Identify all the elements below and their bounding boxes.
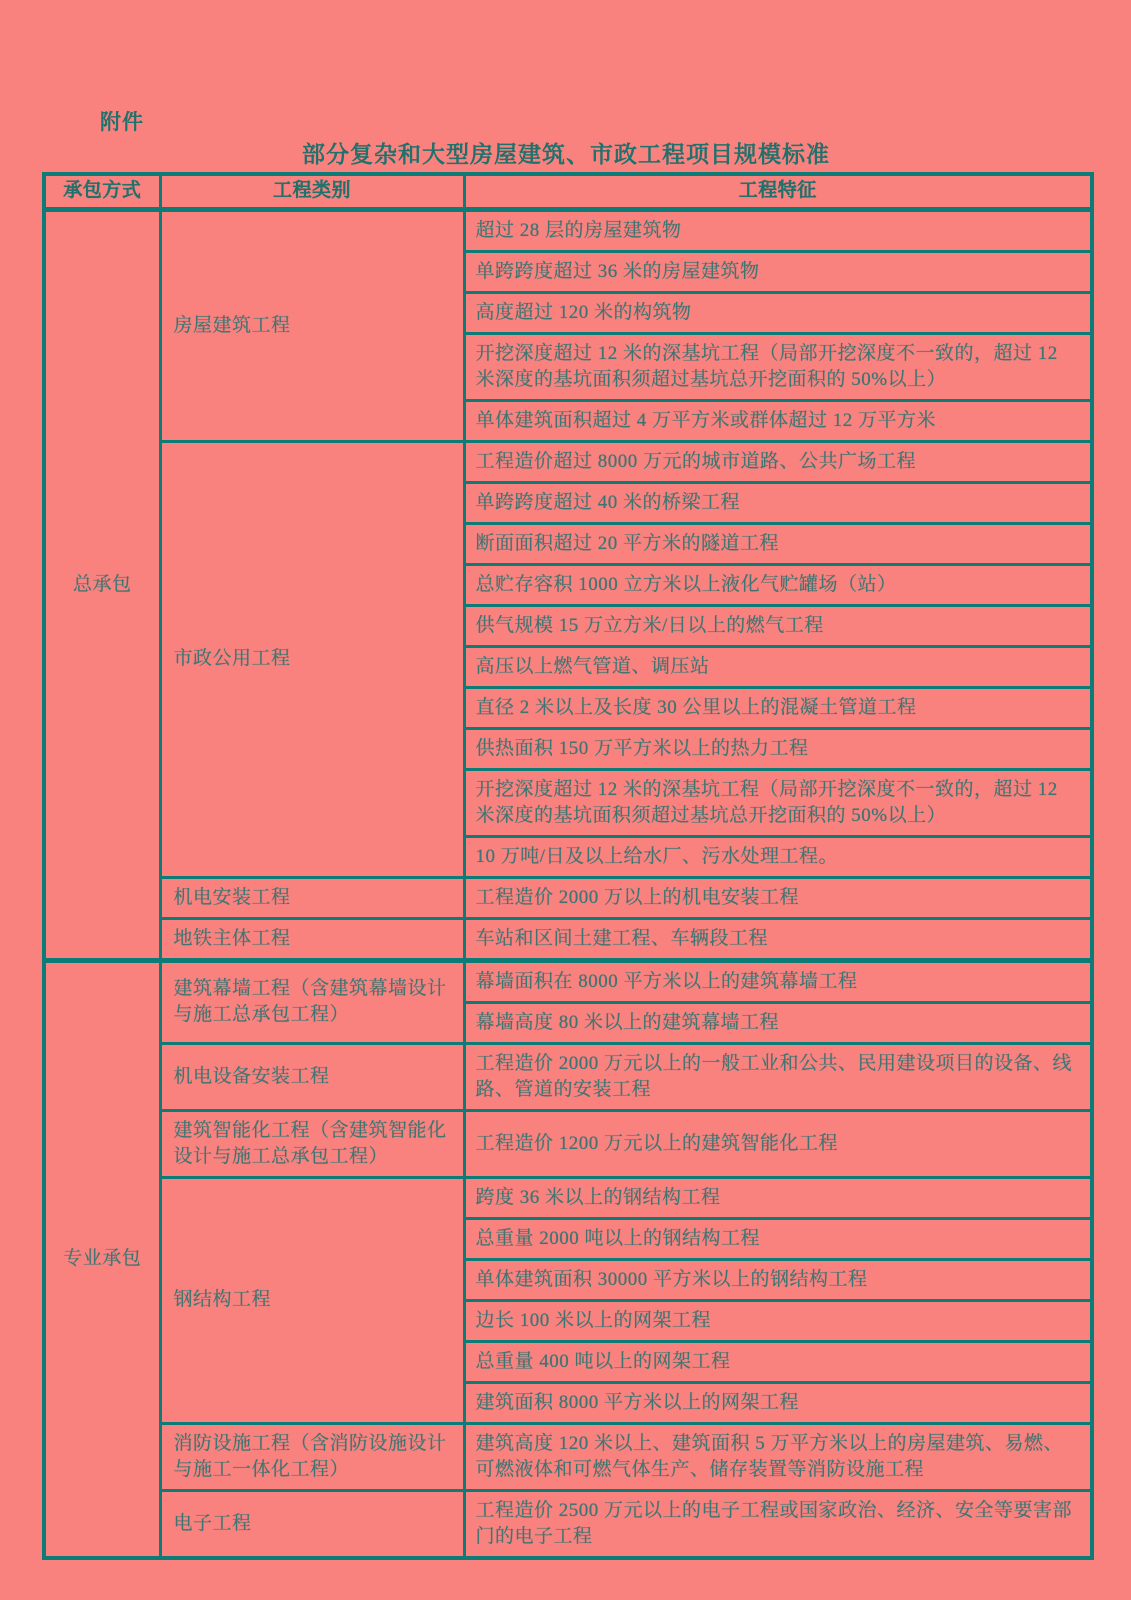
project-feature-cell: 工程造价超过 8000 万元的城市道路、公共广场工程 — [464, 441, 1092, 482]
project-feature-cell: 建筑面积 8000 平方米以上的网架工程 — [464, 1382, 1092, 1423]
project-feature-cell: 单跨跨度超过 40 米的桥梁工程 — [464, 482, 1092, 523]
table-row — [44, 918, 1092, 960]
project-feature-cell: 总重量 2000 吨以上的钢结构工程 — [464, 1218, 1092, 1259]
contract-method-cell: 专业承包 — [44, 960, 160, 1558]
contract-method-cell: 总承包 — [44, 209, 160, 960]
project-category-cell: 建筑幕墙工程（含建筑幕墙设计与施工总承包工程） — [160, 960, 464, 1043]
project-feature-cell: 10 万吨/日及以上给水厂、污水处理工程。 — [464, 836, 1092, 877]
project-feature-cell: 单体建筑面积 30000 平方米以上的钢结构工程 — [464, 1259, 1092, 1300]
project-feature-cell: 跨度 36 米以上的钢结构工程 — [464, 1177, 1092, 1218]
column-header-contract-method: 承包方式 — [44, 174, 160, 209]
table-row — [44, 1043, 1092, 1110]
project-feature-cell: 开挖深度超过 12 米的深基坑工程（局部开挖深度不一致的，超过 12 米深度的基坑面积须超过基坑总开挖面积的 50%以上） — [464, 333, 1092, 400]
project-feature-cell: 开挖深度超过 12 米的深基坑工程（局部开挖深度不一致的，超过 12 米深度的基坑面积须超过基坑总开挖面积的 50%以上） — [464, 769, 1092, 836]
table-row — [44, 209, 1092, 251]
project-feature-cell: 车站和区间土建工程、车辆段工程 — [464, 918, 1092, 960]
project-feature-cell: 供气规模 15 万立方米/日以上的燃气工程 — [464, 605, 1092, 646]
project-category-cell: 电子工程 — [160, 1490, 464, 1558]
project-feature-cell: 总重量 400 吨以上的网架工程 — [464, 1341, 1092, 1382]
project-feature-cell: 工程造价 1200 万元以上的建筑智能化工程 — [464, 1110, 1092, 1177]
table-header-row — [44, 174, 1092, 209]
table-row — [44, 960, 1092, 1002]
column-header-project-category: 工程类别 — [160, 174, 464, 209]
project-feature-cell: 工程造价 2000 万以上的机电安装工程 — [464, 877, 1092, 918]
project-feature-cell: 超过 28 层的房屋建筑物 — [464, 209, 1092, 251]
project-feature-cell: 幕墙面积在 8000 平方米以上的建筑幕墙工程 — [464, 960, 1092, 1002]
project-feature-cell: 单跨跨度超过 36 米的房屋建筑物 — [464, 251, 1092, 292]
project-feature-cell: 单体建筑面积超过 4 万平方米或群体超过 12 万平方米 — [464, 400, 1092, 441]
column-header-project-feature: 工程特征 — [464, 174, 1092, 209]
project-feature-cell: 工程造价 2500 万元以上的电子工程或国家政治、经济、安全等要害部门的电子工程 — [464, 1490, 1092, 1558]
project-category-cell: 市政公用工程 — [160, 441, 464, 877]
table-row — [44, 1177, 1092, 1218]
table-row — [44, 441, 1092, 482]
project-feature-cell: 工程造价 2000 万元以上的一般工业和公共、民用建设项目的设备、线路、管道的安装工程 — [464, 1043, 1092, 1110]
project-category-cell: 建筑智能化工程（含建筑智能化设计与施工总承包工程） — [160, 1110, 464, 1177]
project-feature-cell: 幕墙高度 80 米以上的建筑幕墙工程 — [464, 1002, 1092, 1043]
table-row — [44, 877, 1092, 918]
standards-table-body — [44, 209, 1092, 1558]
project-feature-cell: 建筑高度 120 米以上、建筑面积 5 万平方米以上的房屋建筑、易燃、可燃液体和可燃气体生产、储存装置等消防设施工程 — [464, 1423, 1092, 1490]
project-category-cell: 机电安装工程 — [160, 877, 464, 918]
project-category-cell: 地铁主体工程 — [160, 918, 464, 960]
project-feature-cell: 高压以上燃气管道、调压站 — [464, 646, 1092, 687]
table-row — [44, 1110, 1092, 1177]
project-category-cell: 房屋建筑工程 — [160, 209, 464, 441]
project-category-cell: 机电设备安装工程 — [160, 1043, 464, 1110]
project-feature-cell: 高度超过 120 米的构筑物 — [464, 292, 1092, 333]
page-title: 部分复杂和大型房屋建筑、市政工程项目规模标准 — [302, 141, 830, 167]
project-category-cell: 钢结构工程 — [160, 1177, 464, 1423]
table-row — [44, 1423, 1092, 1490]
table-row — [44, 1490, 1092, 1558]
project-feature-cell: 边长 100 米以上的网架工程 — [464, 1300, 1092, 1341]
standards-table — [42, 172, 1094, 1560]
project-feature-cell: 直径 2 米以上及长度 30 公里以上的混凝土管道工程 — [464, 687, 1092, 728]
attachment-label: 附件 — [100, 111, 144, 134]
project-feature-cell: 断面面积超过 20 平方米的隧道工程 — [464, 523, 1092, 564]
project-feature-cell: 供热面积 150 万平方米以上的热力工程 — [464, 728, 1092, 769]
project-feature-cell: 总贮存容积 1000 立方米以上液化气贮罐场（站） — [464, 564, 1092, 605]
project-category-cell: 消防设施工程（含消防设施设计与施工一体化工程） — [160, 1423, 464, 1490]
